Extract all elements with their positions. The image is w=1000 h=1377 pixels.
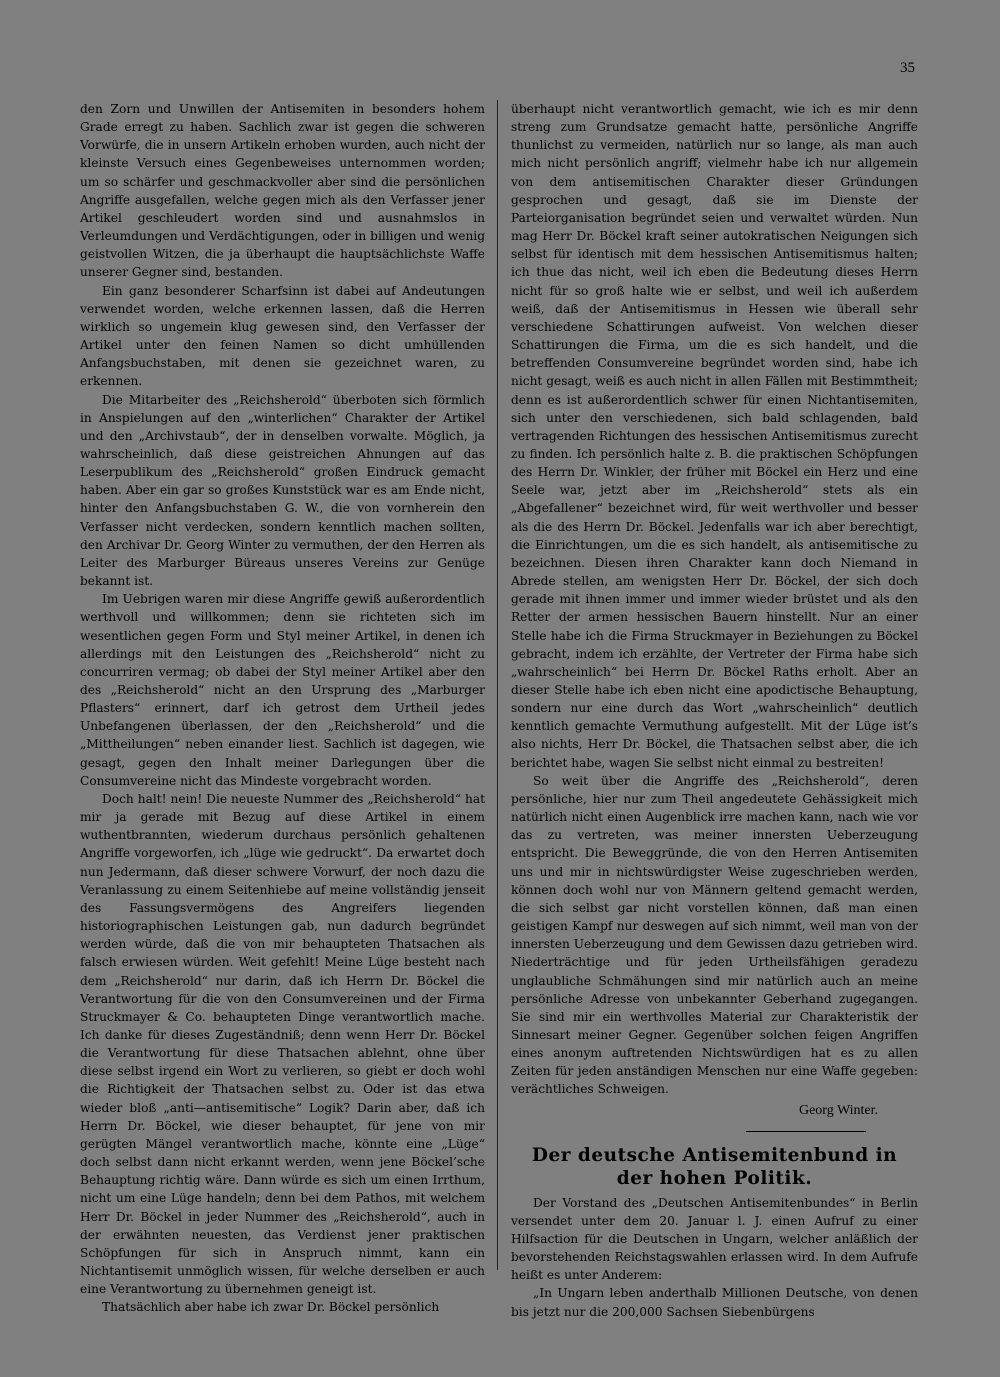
paragraph: den Zorn und Unwillen der Antisemiten in besonders hohem Grade erregt zu haben. Sachlich zwar ist gegen die schweren Vorwürfe, die in unsern Artikeln erhoben wurden, auch nicht der kleinste Versuch eines Gegenbeweises unternommen worden; um so schärfer und geschmackvoller aber sind die persönlichen Angriffe ausgefallen, welche gegen mich als den Verfasser jener Artikel geschleudert worden sind und ausnahmslos in Verleumdungen und Verdächtigungen, oder in billigen und wenig geistvollen Witzen, die ja überhaupt die hauptsächlichste Waffe unserer Gegner sind, bestanden. [80, 102, 485, 280]
paragraph: überhaupt nicht verantwortlich gemacht, wie ich es mir denn streng zum Grundsatze gemacht hatte, persönliche Angriffe thunlichst zu vermeiden, natürlich nur so lange, als man auch mich nicht persönlich angriff; vielmehr habe ich nur allgemein von dem antisemitischen Charakter dieser Gründungen gesprochen und gesagt, daß sie im Dienste der Parteiorganisation begründet seien und verwaltet würden. Nun mag Herr Dr. Böckel kraft seiner autokratischen Neigungen sich selbst für identisch mit dem hessischen Antisemitismus halten; ich thue das nicht, weil ich eben die Bedeutung dieses Herrn nicht für so groß halte wie er selbst, und weil ich außerdem weiß, daß der Antisemitismus in Hessen wie überall sehr verschiedene Schattirungen aufweist. Von welchen dieser Schattirungen die Firma, um die es sich handelt, und die betreffenden Consumvereine begründet worden sind, habe ich nicht gesagt, weiß es auch nicht in allen Fällen mit Bestimmtheit; denn es ist außerordentlich schwer für einen Nichtantisemiten, sich unter den verschiedenen, sich bald schlagenden, bald vertragenden Richtungen des hessischen Antisemitismus zurecht zu finden. Ich persönlich halte z. B. die praktischen Schöpfungen des Herrn Dr. Winkler, der früher mit Böckel ein Herz und eine Seele war, jetzt aber im „Reichsherold“ stets als ein „Abgefallener“ bezeichnet wird, für weit werthvoller und besser als die des Herrn Dr. Böckel. Jedenfalls war ich aber berechtigt, die Einrichtungen, um die es sich handelt, als antisemitische zu bezeichnen. Diesen ihren Charakter kann doch Niemand in Abrede stellen, am wenigsten Herr Dr. Böckel, der sich doch gerade mit ihnen immer und immer wieder brüstet und als den Retter der armen hessischen Bauern hinstellt. Nur an einer Stelle habe ich die Firma Struckmayer in Beziehungen zu Böckel gebracht, indem ich erzählte, der Vertreter der Firma habe sich „wahrscheinlich“ bei Herrn Dr. Böckel Raths erholt. Aber an dieser Stelle habe ich eben nicht eine apodictische Behauptung, sondern nur eine durch das Wort „wahrscheinlich“ deutlich kenntlich gemachte Vermuthung aufgestellt. Mit der Lüge ist’s also nichts, Herr Dr. Böckel, die Thatsachen selbst aber, die ich berichtet habe, wagen Sie selbst nicht einmal zu bestreiten! [511, 102, 918, 770]
paragraph: „In Ungarn leben anderthalb Millionen Deutsche, von denen bis jetzt nur die 200,000 Sachsen Siebenbürgens [511, 1286, 918, 1319]
paragraph: So weit über die Angriffe des „Reichsherold“, deren persönliche, hier nur zum Theil angedeutete Gehässigkeit mich natürlich nicht einen Augenblick irre machen kann, nach wie vor das zu vertreten, was meiner innersten Ueberzeugung entspricht. Die Beweggründe, die von den Herren Antisemiten uns und mir in nichtswürdigster Weise zugeschrieben werden, können doch wohl nur von Männern geltend gemacht werden, die sich selbst gar nicht vorstellen können, daß man einen geistigen Kampf nur deswegen auf sich nimmt, weil man von der innersten Ueberzeugung und dem Gewissen dazu getrieben wird. Niederträchtige und für jeden Urtheilsfähigen geradezu unglaubliche Schmähungen sind mir natürlich auch an meine persönliche Adresse von unbekannter Geberhand zugegangen. Sie sind mir ein werthvolles Material zur Charakteristik der Sinnesart meiner Gegner. Gegenüber solchen feigen Angriffen eines anonym auftretenden Nichtswürdigen hat es zu allen Zeiten für jeden anständigen Menschen nur eine Waffe gegeben: verächtliches Schweigen. [511, 773, 918, 1097]
left-column [80, 100, 485, 1316]
paragraph: Doch halt! nein! Die neueste Nummer des „Reichsherold“ hat mir ja gerade mit Bezug auf diese Artikel in einem wuthentbrannten, wiederum durchaus persönlich gehaltenen Angriffe vorgeworfen, ich „lüge wie gedruckt“. Da erwartet doch nun Jedermann, daß dieser schwere Vorwurf, der noch dazu die Veranlassung zu einem Seitenhiebe auf meine vollständig jenseit des Fassungsvermögens des Angreifers liegenden historiographischen Leistungen gab, nun dadurch begründet werden würde, daß die von mir behaupteten Thatsachen als falsch erwiesen würden. Weit gefehlt! Meine Lüge besteht nach dem „Reichsherold“ nur darin, daß ich Herrn Dr. Böckel die Verantwortung für die von den Consumvereinen und der Firma Struckmayer & Co. behaupteten Dinge verantwortlich mache. Ich danke für dieses Zugeständniß; denn wenn Herr Dr. Böckel die Verantwortung für diese Thatsachen ablehnt, ohne über diese selbst irgend ein Wort zu verlieren, so giebt er doch wohl die Richtigkeit der Thatsachen selbst zu. Oder ist das etwa wieder bloß „anti—antisemitische“ Logik? Darin aber, daß ich Herrn Dr. Böckel, wie dieser behauptet, für jene von mir gerügten Mängel verantwortlich mache, könnte eine „Lüge“ doch selbst dann nicht erkannt werden, wenn jene Böckel’sche Behauptung richtig wäre. Dann würde es sich um einen Irrthum, nicht um eine Lüge handeln; denn bei dem Pathos, mit welchem Herr Dr. Böckel in jeder Nummer des „Reichsherold“, auch in der erwähnten neuesten, das Verdienst jener praktischen Schöpfungen für sich in Anspruch nimmt, kann ein Nichtantisemit unmöglich wissen, für welche derselben er auch eine Verantwortung zu übernehmen geneigt ist. [80, 791, 485, 1297]
column-divider [497, 100, 498, 1270]
section-divider [746, 1131, 866, 1132]
page-number: 35 [900, 60, 915, 76]
paragraph: Die Mitarbeiter des „Reichsherold“ überboten sich förmlich in Anspielungen auf den „winterlichen“ Charakter der Artikel und den „Archivstaub“, der in denselben vorwalte. Möglich, ja wahrscheinlich, daß diese geistreichen Ahnungen auf das Leserpublikum des „Reichsherold“ großen Eindruck gemacht haben. Aber ein gar so großes Kunststück war es am Ende nicht, hinter den Anfangsbuchstaben G. W., die von vornherein den Verfasser nicht verdecken, sondern kenntlich machen sollten, den Archivar Dr. Georg Winter zu vermuthen, der den Herren als Leiter des Marburger Büreaus unseres Vereins zur Genüge bekannt ist. [80, 392, 485, 589]
right-column [511, 100, 918, 1321]
paragraph: Der Vorstand des „Deutschen Antisemitenbundes“ in Berlin versendet unter dem 20. Januar l. J. einen Aufruf zu einer Hilfsaction für die Deutschen in Ungarn, welcher anläßlich der bevorstehenden Reichstagswahlen erlassen wird. In dem Aufrufe heißt es unter Anderem: [511, 1195, 918, 1283]
author-signature: Georg Winter. [798, 1102, 878, 1118]
paragraph: Thatsächlich aber habe ich zwar Dr. Böckel persönlich [102, 1300, 440, 1315]
paragraph: Im Uebrigen waren mir diese Angriffe gewiß außerordentlich werthvoll und willkommen; denn sie richteten sich im wesentlichen gegen Form und Styl meiner Artikel, in denen ich allerdings mit den Leistungen des „Reichsherold“ nicht zu concurriren vermag; ob dabei der Styl meiner Artikel aber den des „Reichsherold“ nicht an den Ursprung des „Marburger Pflasters“ erinnert, darf ich getrost dem Urtheil jedes Unbefangenen überlassen, der den „Reichsherold“ und die „Mittheilungen“ neben einander liest. Sachlich ist dagegen, wie gesagt, gegen den Inhalt meiner Darlegungen über die Consumvereine nicht das Mindeste vorgebracht worden. [80, 592, 485, 788]
paragraph: Ein ganz besonderer Scharfsinn ist dabei auf Andeutungen verwendet worden, welche erkennen lassen, daß die Herren wirklich so ungemein klug gewesen sind, den Verfasser der Artikel unter den feinen Namen so dicht umhüllenden Anfangsbuchstaben, mit denen sie gezeichnet waren, zu erkennen. [80, 283, 485, 389]
article-heading: Der deutsche Antisemitenbund in der hohen Politik. [531, 1144, 898, 1189]
